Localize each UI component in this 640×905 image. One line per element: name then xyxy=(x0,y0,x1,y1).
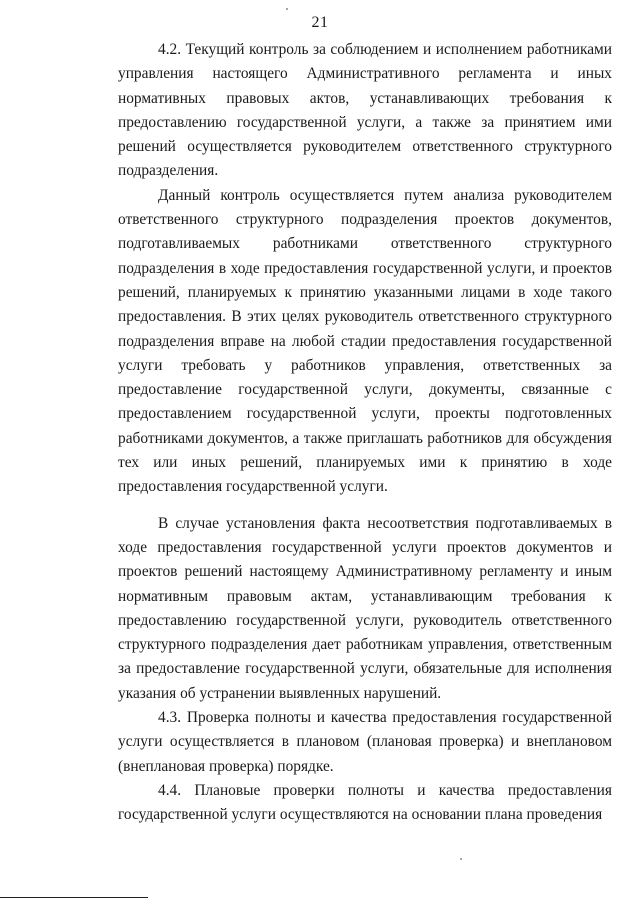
paragraph-control-analysis: Данный контроль осуществляется путем анализа руководителем ответственного структурного подразделения проектов документов, подготавливаемых работниками ответственного структурного подразделения в ходе предоставления государственной услуги, и проектов решений, планируемых к принятию указанными лицами в ходе такого предоставления. В этих целях руководитель ответственного структурного подразделения вправе на любой стадии предоставления государственной услуги требовать у работников управления, ответственных за предоставление государственной услуги, документы, связанные с предоставлением государственной услуги, проекты подготовленных работниками документов, а также приглашать работников для обсуждения тех или иных решений, планируемых ими к принятию в ходе предоставления государственной услуги. xyxy=(118,186,612,496)
footer-rule xyxy=(0,897,148,898)
scan-speck xyxy=(460,858,462,860)
paragraph-4-3: 4.3. Проверка полноты и качества предоставления государственной услуги осуществляется в плановом (плановая проверка) и внеплановом (внеплановая проверка) порядке. xyxy=(118,709,612,775)
page-number: 21 xyxy=(311,14,329,31)
scan-speck xyxy=(286,8,288,10)
paragraph-nonconformity: В случае установления факта несоответствия подготавливаемых в ходе предоставления государственной услуги проектов документов и проектов решений настоящему Административному регламенту и иным нормативным правовым актам, устанавливающим требования к предоставлению государственной услуги, руководитель ответственного структурного подразделения дает работникам управления, ответственным за предоставление государственной услуги, обязательные для исполнения указания об устранении выявленных нарушений. xyxy=(118,514,612,702)
paragraph-4-4: 4.4. Плановые проверки полноты и качества предоставления государственной услуги осуществляются на основании плана проведения xyxy=(118,781,612,824)
document-body xyxy=(118,38,612,828)
paragraph-4-2: 4.2. Текущий контроль за соблюдением и исполнением работниками управления настоящего Административного регламента и иных нормативных правовых актов, устанавливающих требования к предоставлению государственной услуги, а также за принятием ими решений осуществляется руководителем ответственного структурного подразделения. xyxy=(118,41,612,180)
